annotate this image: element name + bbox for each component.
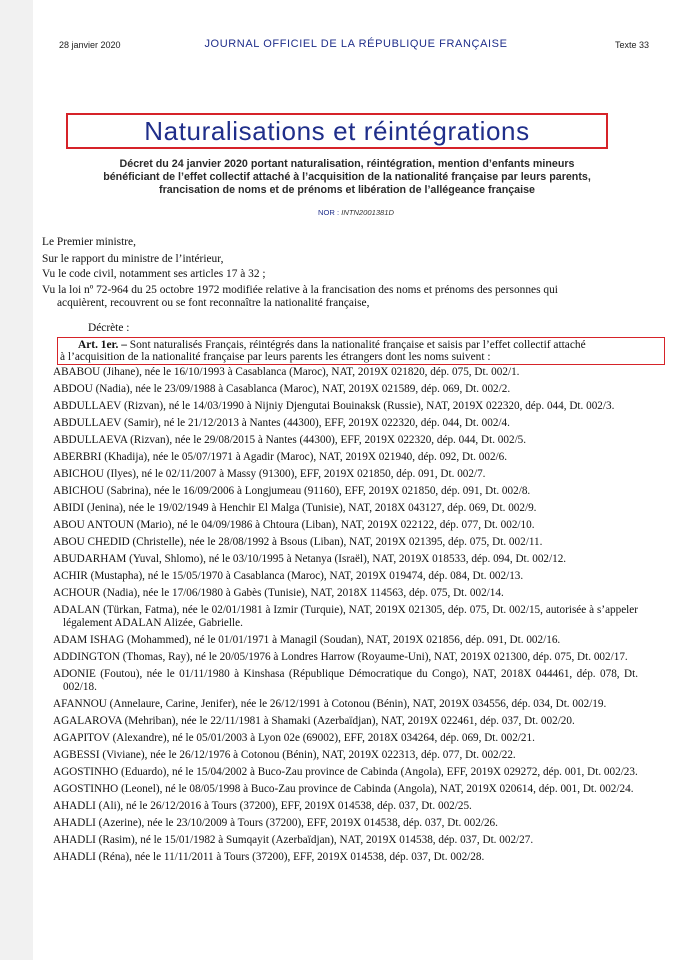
list-item: ADALAN (Türkan, Fatma), née le 02/01/1981 à Izmir (Turquie), NAT, 2019X 021305, dép. 075, Dt. 002/15, autorisée à s’appeler légalement ADALAN Alizée, Gabrielle. xyxy=(53,604,638,629)
list-item: ABUDARHAM (Yuval, Shlomo), né le 03/10/1995 à Netanya (Israël), NAT, 2019X 018533, dép. 094, Dt. 002/12. xyxy=(53,553,567,565)
list-item: AGOSTINHO (Eduardo), né le 15/04/2002 à Buco-Zau province de Cabinda (Angola), EFF, 2019X 029272, dép. 001, Dt. 002/23. xyxy=(53,766,638,778)
article-1-line-1 xyxy=(78,339,586,351)
list-item: ABDULLAEVA (Rizvan), née le 29/08/2015 à Nantes (44300), EFF, 2019X 022320, dép. 044, Dt. 002/5. xyxy=(53,434,527,446)
decret-title xyxy=(59,158,635,197)
list-item: ABOU ANTOUN (Mario), né le 04/09/1986 à Chtoura (Liban), NAT, 2019X 022122, dép. 077, Dt. 002/10. xyxy=(53,519,535,531)
list-item: AHADLI (Ali), né le 26/12/2016 à Tours (37200), EFF, 2019X 014538, dép. 037, Dt. 002/25. xyxy=(53,800,472,812)
list-item: ACHOUR (Nadia), née le 17/06/1980 à Gabès (Tunisie), NAT, 2018X 114563, dép. 075, Dt. 002/14. xyxy=(53,587,504,599)
list-item: ABABOU (Jihane), née le 16/10/1993 à Casablanca (Maroc), NAT, 2019X 021820, dép. 075, Dt. 002/1. xyxy=(53,366,520,378)
journal-page xyxy=(33,0,679,960)
nor-value: INTN2001381D xyxy=(341,208,394,217)
list-item: ABERBRI (Khadija), née le 05/07/1971 à Agadir (Maroc), NAT, 2019X 021940, dép. 092, Dt. 002/6. xyxy=(53,451,508,463)
list-item: AHADLI (Azerine), née le 23/10/2009 à Tours (37200), EFF, 2019X 014538, dép. 037, Dt. 002/26. xyxy=(53,817,498,829)
code-civil-line: Vu le code civil, notamment ses articles 17 à 32 ; xyxy=(42,268,266,280)
list-item: AGAPITOV (Alexandre), né le 05/01/2003 à Lyon 02e (69002), EFF, 2018X 034264, dép. 069, Dt. 002/21. xyxy=(53,732,535,744)
rapport-line: Sur le rapport du ministre de l’intérieur, xyxy=(42,253,224,265)
page-header xyxy=(33,38,679,52)
list-item: AGBESSI (Viviane), née le 26/12/1976 à Cotonou (Bénin), NAT, 2019X 022313, dép. 077, Dt. 002/22. xyxy=(53,749,516,761)
journal-title: JOURNAL OFFICIEL DE LA RÉPUBLIQUE FRANÇAISE xyxy=(204,38,508,50)
decret-title-line: bénéficiant de l’effet collectif attaché à l’acquisition de la nationalité française par leurs parents, xyxy=(103,171,591,183)
list-item: ABDULLAEV (Samir), né le 21/12/2013 à Nantes (44300), EFF, 2019X 022320, dép. 044, Dt. 002/4. xyxy=(53,417,510,429)
list-item: ABIDI (Jenina), née le 19/02/1949 à Henchir El Malga (Tunisie), NAT, 2018X 043127, dép. 069, Dt. 002/9. xyxy=(53,502,537,514)
loi-line-2: acquièrent, recouvrent ou se font reconnaître la nationalité française, xyxy=(57,297,370,309)
list-item: ADDINGTON (Thomas, Ray), né le 20/05/1976 à Londres Harrow (Royaume-Uni), NAT, 2019X 021300, dép. 075, Dt. 002/17. xyxy=(53,651,628,663)
premier-ministre: Le Premier ministre, xyxy=(42,236,136,248)
list-item: ADAM ISHAG (Mohammed), né le 01/01/1971 à Managil (Soudan), NAT, 2019X 021856, dép. 091, Dt. 002/16. xyxy=(53,634,561,646)
left-margin-strip xyxy=(0,0,33,960)
list-item: AHADLI (Rasim), né le 15/01/1982 à Sumqayit (Azerbaïdjan), NAT, 2019X 014538, dép. 037, Dt. 002/27. xyxy=(53,834,534,846)
article-number: Art. 1er. – xyxy=(78,339,127,351)
naturalisation-list xyxy=(53,366,638,868)
list-item: ABOU CHEDID (Christelle), née le 28/08/1992 à Bsous (Liban), NAT, 2019X 021395, dép. 075, Dt. 002/11. xyxy=(53,536,543,548)
texte-number: Texte 33 xyxy=(614,40,649,50)
nor-label: NOR : xyxy=(318,208,342,217)
article-1-text-1: Sont naturalisés Français, réintégrés dans la nationalité française et saisis par l’effet collectif attaché xyxy=(129,339,586,351)
decret-title-line: francisation de noms et de prénoms et libération de l’allégeance française xyxy=(159,184,535,196)
article-1-line-2: à l’acquisition de la nationalité française par leurs parents les étrangers dont les noms suivent : xyxy=(60,351,491,363)
list-item: ABDULLAEV (Rizvan), né le 14/03/1990 à Nijniy Djengutai Bouinaksk (Russie), NAT, 2019X 022320, dép. 044, Dt. 002/3. xyxy=(53,400,615,412)
decrete-line: Décrète : xyxy=(88,322,130,334)
list-item: ABICHOU (Sabrina), née le 16/09/2006 à Longjumeau (91160), EFF, 2019X 021850, dép. 091, Dt. 002/8. xyxy=(53,485,531,497)
section-title-box xyxy=(66,113,608,149)
list-item: ABDOU (Nadia), née le 23/09/1988 à Casablanca (Maroc), NAT, 2019X 021589, dép. 069, Dt. 002/2. xyxy=(53,383,511,395)
loi-line-1: Vu la loi nº 72-964 du 25 octobre 1972 modifiée relative à la francisation des noms et prénoms des personnes qui xyxy=(42,284,558,296)
list-item: AGOSTINHO (Leonel), né le 08/05/1998 à Buco-Zau province de Cabinda (Angola), NAT, 2019X 020614, dép. 001, Dt. 002/24. xyxy=(53,783,634,795)
decret-title-line: Décret du 24 janvier 2020 portant naturalisation, réintégration, mention d’enfants mineurs xyxy=(119,158,575,170)
header-date: 28 janvier 2020 xyxy=(59,40,121,50)
list-item: ACHIR (Mustapha), né le 15/05/1970 à Casablanca (Maroc), NAT, 2019X 019474, dép. 084, Dt. 002/13. xyxy=(53,570,524,582)
list-item: ABICHOU (Ilyes), né le 02/11/2007 à Massy (91300), EFF, 2019X 021850, dép. 091, Dt. 002/7. xyxy=(53,468,486,480)
list-item: AGALAROVA (Mehriban), née le 22/11/1981 à Shamaki (Azerbaïdjan), NAT, 2019X 022461, dép. 037, Dt. 002/20. xyxy=(53,715,575,727)
section-title: Naturalisations et réintégrations xyxy=(144,115,530,146)
list-item: ADONIE (Foutou), née le 01/11/1980 à Kinshasa (République Démocratique du Congo), NAT, 2018X 044461, dép. 078, Dt. 002/18. xyxy=(53,668,638,693)
nor-reference xyxy=(33,208,679,217)
list-item: AHADLI (Réna), née le 11/11/2011 à Tours (37200), EFF, 2019X 014538, dép. 037, Dt. 002/28. xyxy=(53,851,485,863)
list-item: AFANNOU (Annelaure, Carine, Jenifer), née le 26/12/1991 à Cotonou (Bénin), NAT, 2019X 034556, dép. 034, Dt. 002/19. xyxy=(53,698,607,710)
